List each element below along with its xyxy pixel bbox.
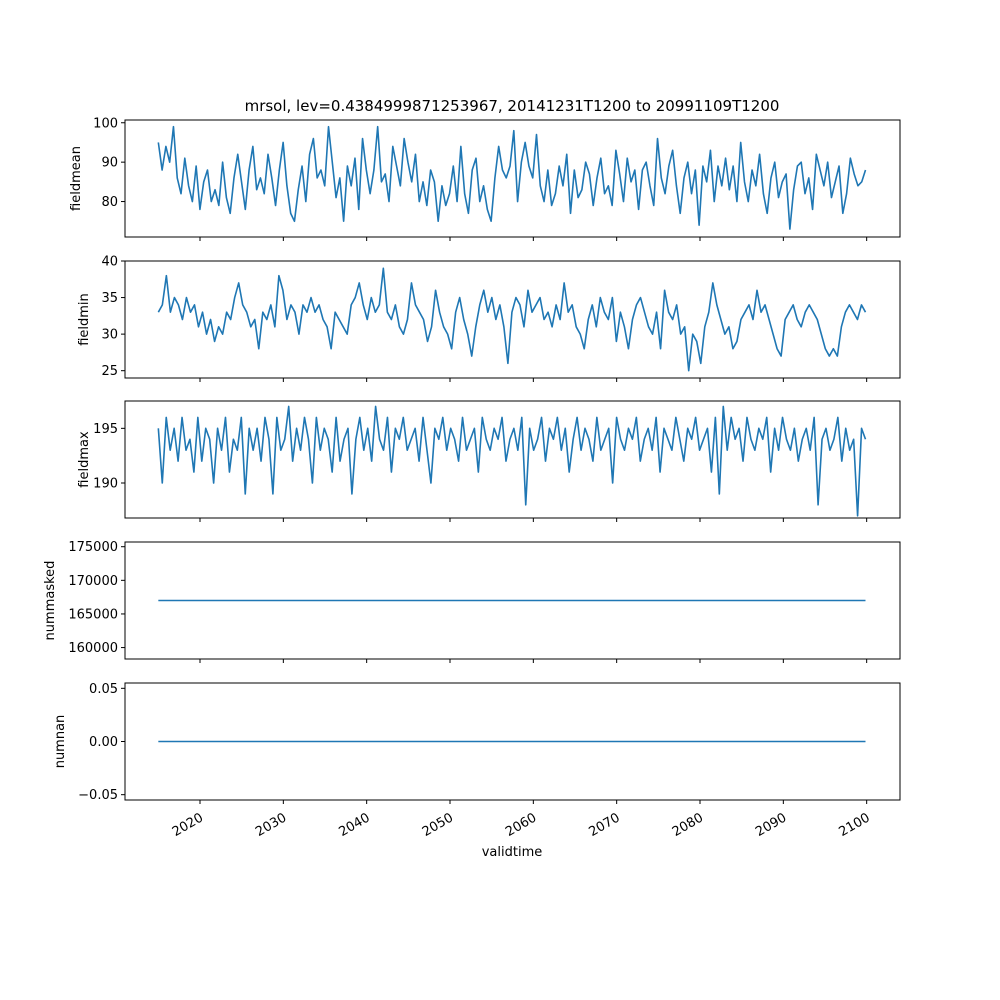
x-tick-label: 2060 (503, 810, 540, 841)
y-tick-label: 0.00 (89, 735, 118, 750)
y-axis-label: numnan (53, 714, 68, 769)
x-tick-label: 2100 (836, 810, 873, 841)
x-tick-label: 2090 (753, 810, 790, 841)
series-line-fieldmean (158, 127, 865, 229)
y-tick-label: −0.05 (78, 788, 118, 804)
chart-title: mrsol, lev=0.4384999871253967, 20141231T1200 to 20991109T1200 (244, 97, 780, 115)
x-tick-label: 2080 (669, 810, 706, 841)
x-axis-label: validtime (481, 845, 543, 860)
y-tick-label: 170000 (68, 573, 118, 589)
x-tick-label: 2050 (419, 810, 456, 841)
x-tick-label: 2030 (253, 810, 290, 841)
y-tick-label: 0.05 (89, 681, 118, 697)
y-tick-label: 160000 (68, 641, 118, 657)
x-tick-label: 2070 (586, 810, 623, 841)
panel-nummasked (43, 540, 900, 663)
x-tick-label: 2040 (336, 810, 373, 841)
y-axis-label: fieldmin (77, 293, 92, 346)
y-tick-label: 190 (93, 476, 118, 492)
panel-fieldmax (77, 401, 900, 522)
x-tick-label: 2020 (169, 810, 206, 841)
y-tick-label: 100 (93, 116, 118, 132)
panel-fieldmean (69, 116, 900, 241)
series-line-fieldmax (158, 406, 865, 515)
y-tick-label: 40 (101, 254, 118, 270)
axes-frame (125, 261, 900, 378)
y-tick-label: 30 (101, 327, 118, 343)
y-axis-label: nummasked (43, 560, 58, 641)
y-tick-label: 195 (93, 421, 118, 437)
y-tick-label: 25 (101, 364, 118, 380)
series-line-fieldmin (158, 268, 865, 370)
y-tick-label: 175000 (68, 540, 118, 556)
y-tick-label: 80 (101, 195, 118, 211)
y-axis-label: fieldmean (69, 146, 84, 211)
panel-fieldmin (77, 255, 900, 383)
panel-numnan (53, 682, 900, 840)
y-axis-label: fieldmax (77, 431, 92, 488)
y-tick-label: 165000 (68, 607, 118, 623)
y-tick-label: 35 (101, 291, 118, 307)
y-tick-label: 90 (101, 155, 118, 171)
